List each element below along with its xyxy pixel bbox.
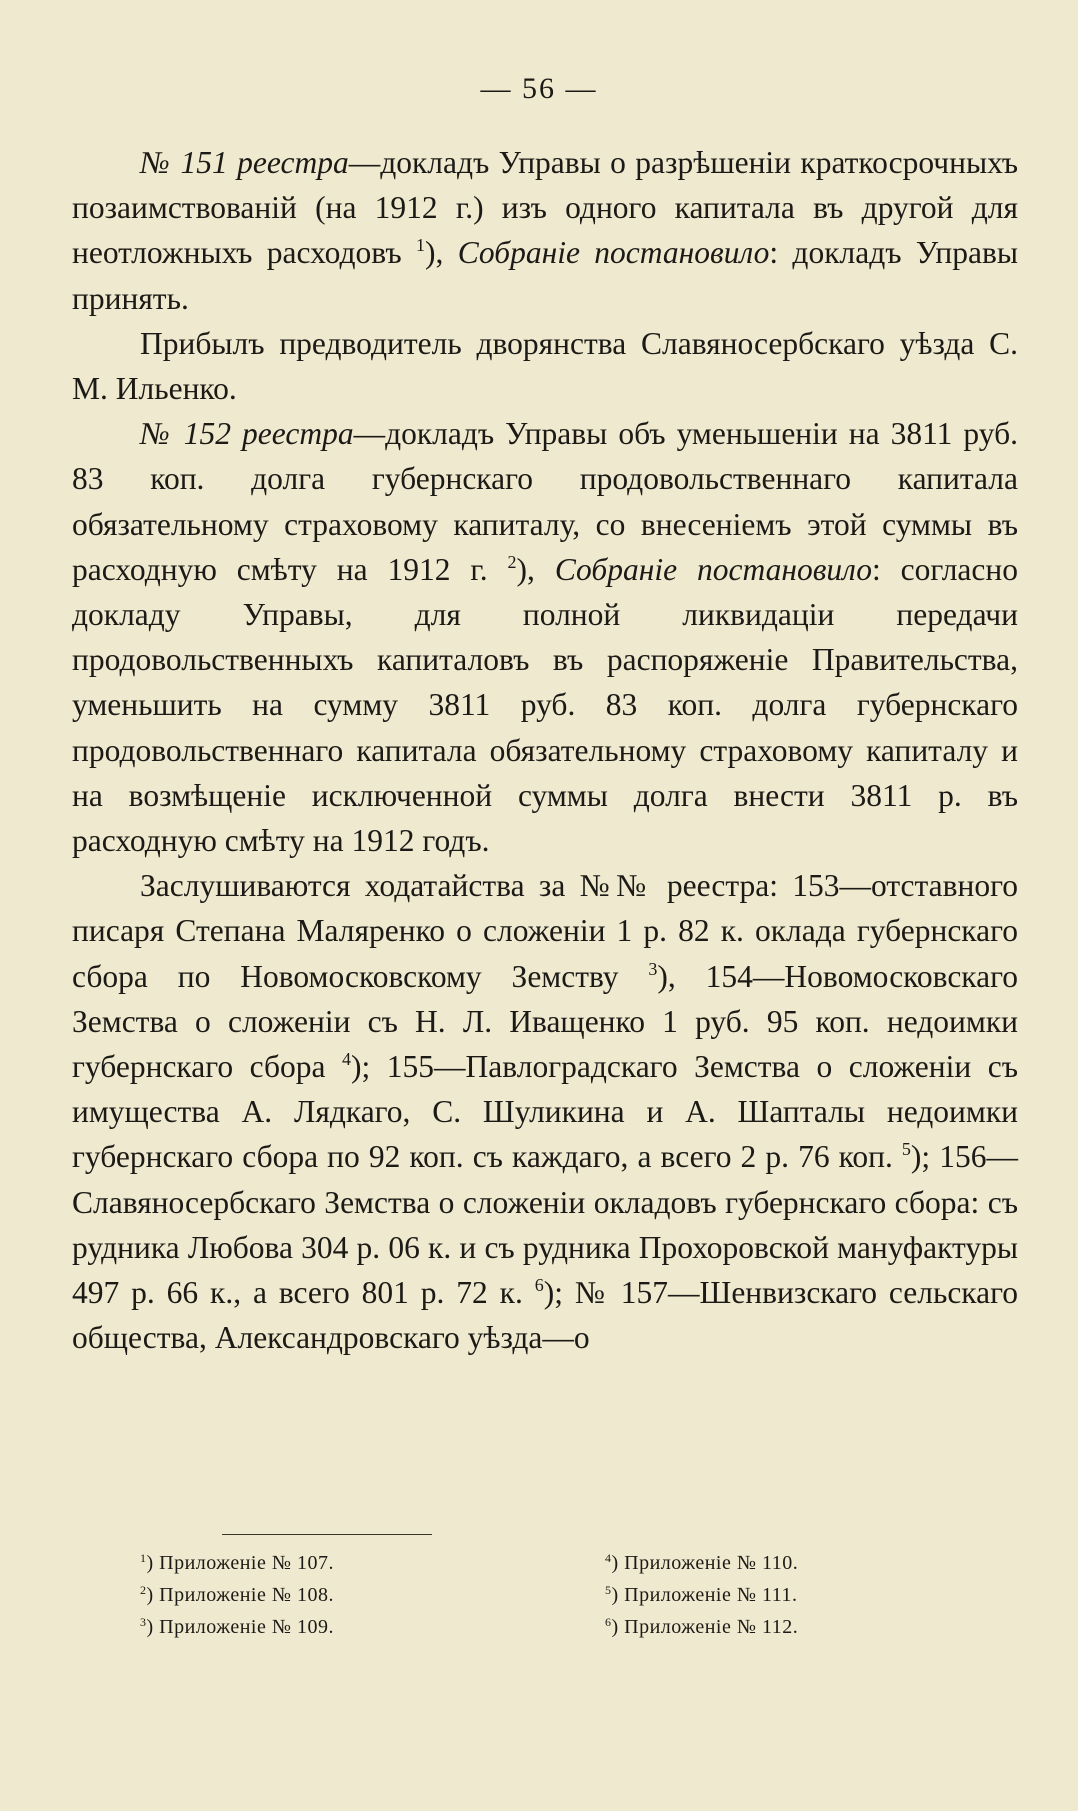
body-text xyxy=(72,140,1018,1360)
footnote-ref: 1 xyxy=(415,235,425,256)
paragraph-text: ), 154—Новомосковскаго Земства о сложеніи съ Н. Л. Иващенко 1 руб. 95 коп. недоимки губернскаго сбора xyxy=(72,958,1018,1085)
footnotes-left-column xyxy=(140,1547,520,1643)
paragraph-text: : докладъ Управы принять. xyxy=(72,235,1019,316)
paragraph-arrival: Прибылъ предводитель дворянства Славяносербскаго уѣзда С. М. Ильенко. xyxy=(72,325,1018,407)
registry-number: № 152 реестра xyxy=(140,416,354,452)
footnote-text: ) Приложеніе № 111. xyxy=(611,1584,798,1606)
resolution-label: Собраніе постановило xyxy=(554,551,873,587)
resolution-label: Собраніе постановило xyxy=(457,235,770,271)
paragraph-text: Заслушиваются ходатайства за №№ реестра: 153—отставного писаря Степана Маляренко о сложеніи 1 р. 82 к. оклада губернскаго сбора по Новомосковскому Земству xyxy=(72,868,1018,994)
paragraph-text: ), xyxy=(516,551,555,587)
footnote xyxy=(605,1611,985,1643)
footnote xyxy=(140,1547,520,1579)
footnote-mark: 2 xyxy=(140,1583,147,1597)
footnote xyxy=(605,1547,985,1579)
footnote-text: ) Приложеніе № 109. xyxy=(146,1616,334,1638)
page-number: — 56 — xyxy=(480,72,598,105)
footnote-divider xyxy=(222,1534,432,1535)
footnote-ref: 6 xyxy=(534,1275,544,1296)
footnote xyxy=(605,1579,985,1611)
paragraph-registry-151 xyxy=(72,140,1018,321)
footnote-mark: 4 xyxy=(605,1551,612,1565)
paragraph-text: ), xyxy=(424,235,458,271)
footnote-mark: 6 xyxy=(605,1615,612,1629)
footnote xyxy=(140,1611,520,1643)
paragraph-text: —докладъ Управы о разрѣшеніи краткосрочныхъ позаимствованій (на 1912 г.) изъ одного капитала въ другой для неотложныхъ расходовъ xyxy=(72,145,1018,271)
footnote-mark: 1 xyxy=(140,1551,147,1565)
footnote-text: ) Приложеніе № 110. xyxy=(611,1552,799,1574)
footnote-ref: 5 xyxy=(901,1139,911,1160)
footnote-mark: 3 xyxy=(140,1615,147,1629)
registry-number: № 151 реестра xyxy=(140,145,349,180)
footnote-text: ) Приложеніе № 108. xyxy=(146,1584,334,1606)
paragraph-petitions xyxy=(72,863,1018,1360)
paragraph-text: : согласно докладу Управы, для полной ликвидаціи передачи продовольственныхъ капиталовъ въ распоряженіе Правительства, уменьшить на сумму 3811 руб. 83 коп. долга губернскаго продовольственнаго капитала обязательному страховому капиталу и на возмѣщеніе исключенной суммы долга внести 3811 р. въ расходную смѣту на 1912 годъ. xyxy=(72,551,1019,859)
paragraph-text: ); 155—Павлоградскаго Земства о сложеніи съ имущества А. Лядкаго, С. Шуликина и А. Шапталы недоимки губернскаго сбора по 92 коп. съ каждаго, а всего 2 р. 76 коп. xyxy=(72,1049,1018,1175)
paragraph-text: ); № 157—Шенвизскаго сельскаго общества, Александровскаго уѣзда—о xyxy=(72,1275,1018,1356)
footnote-text: ) Приложеніе № 107. xyxy=(146,1552,334,1574)
footnote xyxy=(140,1579,520,1611)
footnote-text: ) Приложеніе № 112. xyxy=(611,1616,799,1638)
paragraph-registry-152 xyxy=(72,411,1018,863)
paragraph-text: ); 156—Славяносербскаго Земства о сложеніи окладовъ губернскаго сбора: съ рудника Любова 304 р. 06 к. и съ рудника Прохоровской мануфактуры 497 р. 66 к., а всего 801 р. 72 к. xyxy=(72,1139,1018,1311)
footnotes-right-column xyxy=(605,1547,985,1643)
footnote-ref: 2 xyxy=(507,551,517,572)
footnote-ref: 4 xyxy=(342,1049,352,1070)
paragraph-text: —докладъ Управы объ уменьшеніи на 3811 руб. 83 коп. долга губернскаго продовольственнаго капитала обязательному страховому капиталу, со внесеніемъ этой суммы въ расходную смѣту на 1912 г. xyxy=(72,416,1018,587)
footnote-ref: 3 xyxy=(648,958,658,979)
footnote-mark: 5 xyxy=(605,1583,612,1597)
